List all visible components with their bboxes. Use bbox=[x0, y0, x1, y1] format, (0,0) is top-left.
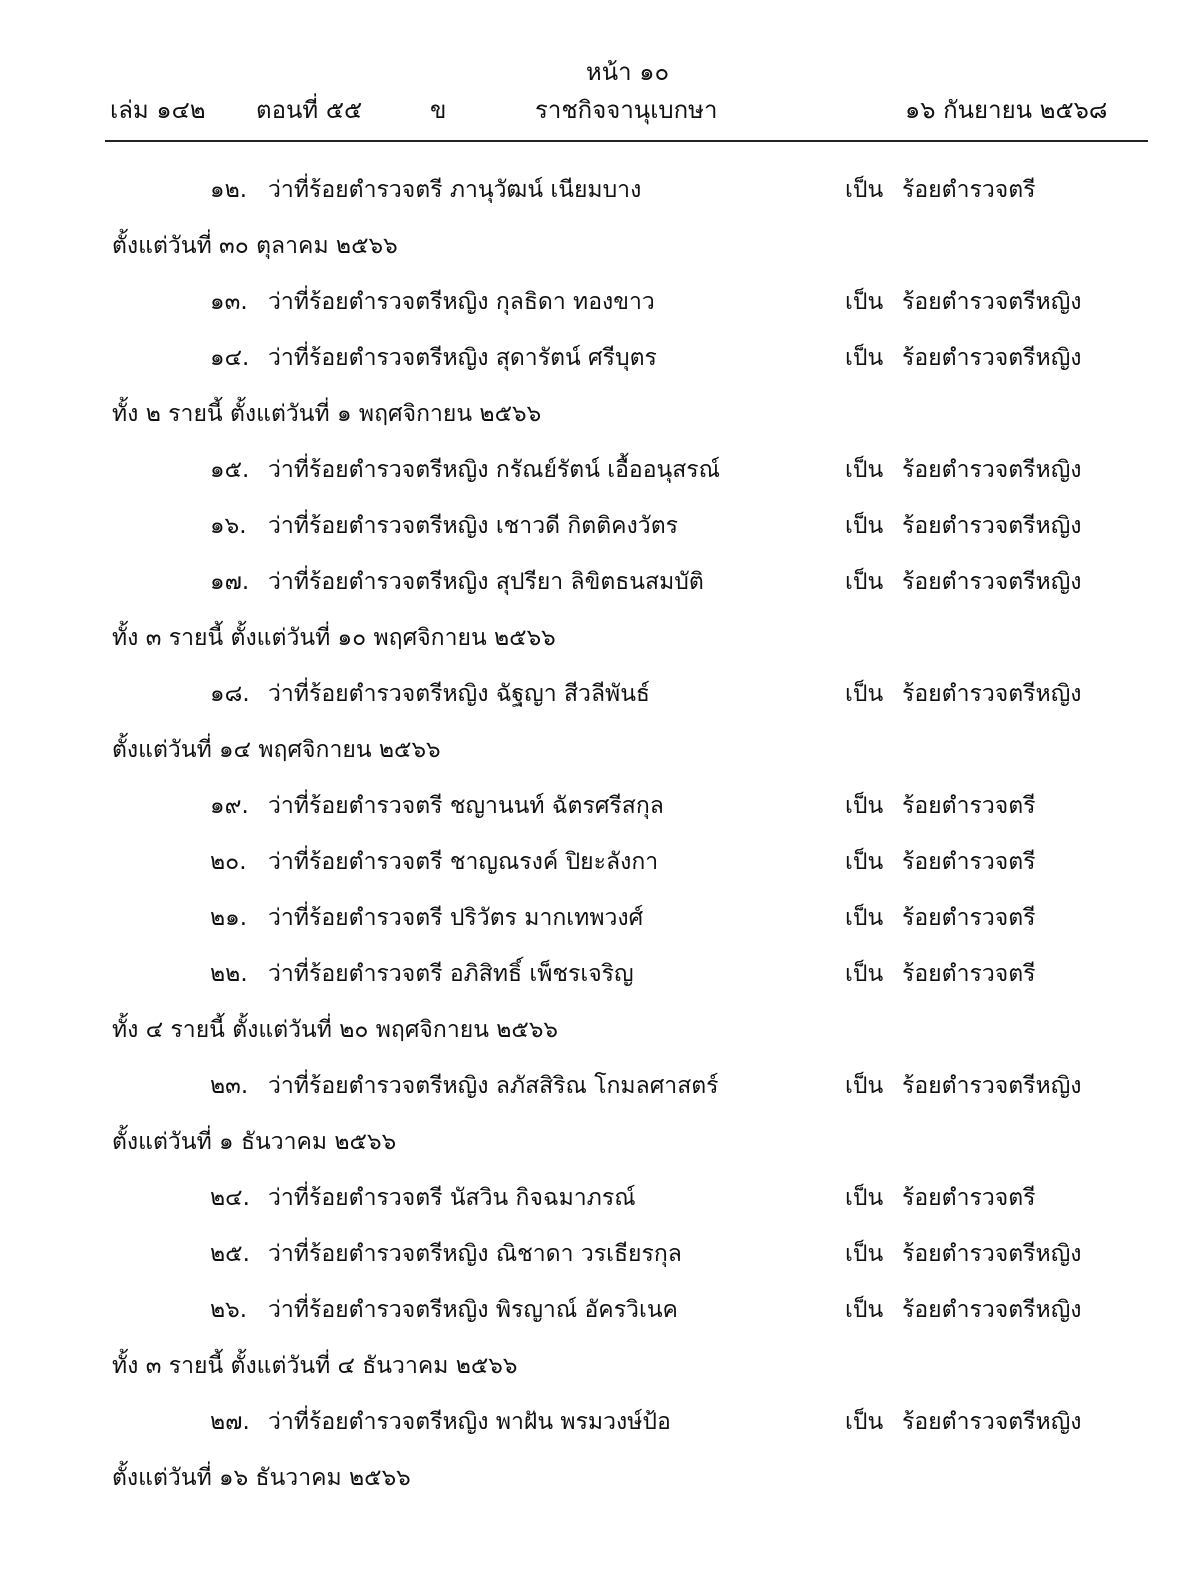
entry-name: ว่าที่ร้อยตำรวจตรี ภานุวัฒน์ เนียมบาง bbox=[268, 177, 642, 203]
entry-rank: ร้อยตำรวจตรีหญิง bbox=[902, 345, 1082, 371]
appointment-entry bbox=[0, 442, 1200, 498]
entry-as-label: เป็น bbox=[845, 849, 884, 875]
entry-number: ๒๗. bbox=[210, 1409, 250, 1435]
appointment-entry bbox=[0, 1170, 1200, 1226]
appointment-entry bbox=[0, 554, 1200, 610]
entry-number: ๑๕. bbox=[210, 457, 250, 483]
effective-date-text: ทั้ง ๓ รายนี้ ตั้งแต่วันที่ ๑๐ พฤศจิกายน ๒๕๖๖ bbox=[112, 625, 556, 651]
entry-as-label: เป็น bbox=[845, 1297, 884, 1323]
entry-rank: ร้อยตำรวจตรีหญิง bbox=[902, 1073, 1082, 1099]
entry-rank: ร้อยตำรวจตรีหญิง bbox=[902, 1241, 1082, 1267]
entry-name: ว่าที่ร้อยตำรวจตรี ชาญณรงค์ ปิยะลังกา bbox=[268, 849, 659, 875]
entry-number: ๑๘. bbox=[210, 681, 250, 707]
entry-name: ว่าที่ร้อยตำรวจตรีหญิง เชาวดี กิตติคงวัตร bbox=[268, 513, 678, 539]
entry-rank: ร้อยตำรวจตรี bbox=[902, 177, 1036, 203]
appointment-entry bbox=[0, 890, 1200, 946]
effective-date-text: ตั้งแต่วันที่ ๑ ธันวาคม ๒๕๖๖ bbox=[112, 1129, 397, 1155]
entry-number: ๒๖. bbox=[210, 1297, 248, 1323]
gazette-header bbox=[0, 94, 1200, 126]
entry-number: ๑๓. bbox=[210, 289, 248, 315]
entry-rank: ร้อยตำรวจตรี bbox=[902, 793, 1036, 819]
effective-date-note bbox=[0, 1450, 1200, 1506]
appointment-entry bbox=[0, 778, 1200, 834]
effective-date-text: ทั้ง ๒ รายนี้ ตั้งแต่วันที่ ๑ พฤศจิกายน ๒๕๖๖ bbox=[112, 401, 542, 427]
appointment-entry bbox=[0, 162, 1200, 218]
entry-as-label: เป็น bbox=[845, 457, 884, 483]
entry-name: ว่าที่ร้อยตำรวจตรีหญิง สุดารัตน์ ศรีบุตร bbox=[268, 345, 657, 371]
entry-rank: ร้อยตำรวจตรีหญิง bbox=[902, 289, 1082, 315]
effective-date-note bbox=[0, 1002, 1200, 1058]
entry-name: ว่าที่ร้อยตำรวจตรีหญิง ลภัสสิริณ โกมลศาสตร์ bbox=[268, 1073, 719, 1099]
appointment-entry bbox=[0, 946, 1200, 1002]
publication-date: ๑๖ กันยายน ๒๕๖๘ bbox=[905, 96, 1108, 124]
entry-rank: ร้อยตำรวจตรีหญิง bbox=[902, 1297, 1082, 1323]
entry-name: ว่าที่ร้อยตำรวจตรีหญิง กรัณย์รัตน์ เอื้ออนุสรณ์ bbox=[268, 457, 720, 483]
section-number: ตอนที่ ๕๕ bbox=[256, 96, 363, 124]
entry-as-label: เป็น bbox=[845, 177, 884, 203]
entry-number: ๒๓. bbox=[210, 1073, 249, 1099]
entry-as-label: เป็น bbox=[845, 1185, 884, 1211]
entry-name: ว่าที่ร้อยตำรวจตรีหญิง ฉัฐญา สีวลีพันธ์ bbox=[268, 681, 650, 707]
effective-date-note bbox=[0, 722, 1200, 778]
appointment-entry bbox=[0, 1282, 1200, 1338]
entry-name: ว่าที่ร้อยตำรวจตรี นัสวิน กิจฉมาภรณ์ bbox=[268, 1185, 636, 1211]
effective-date-text: ตั้งแต่วันที่ ๓๐ ตุลาคม ๒๕๖๖ bbox=[112, 233, 398, 259]
entry-number: ๑๗. bbox=[210, 569, 250, 595]
effective-date-note bbox=[0, 1338, 1200, 1394]
appointment-list bbox=[0, 162, 1200, 1506]
entry-name: ว่าที่ร้อยตำรวจตรีหญิง สุปรียา ลิขิตธนสมบัติ bbox=[268, 569, 704, 595]
appointment-entry bbox=[0, 1058, 1200, 1114]
entry-as-label: เป็น bbox=[845, 569, 884, 595]
effective-date-note bbox=[0, 218, 1200, 274]
page-number: หน้า ๑๐ bbox=[585, 58, 670, 86]
effective-date-text: ทั้ง ๔ รายนี้ ตั้งแต่วันที่ ๒๐ พฤศจิกายน ๒๕๖๖ bbox=[112, 1017, 559, 1043]
entry-as-label: เป็น bbox=[845, 289, 884, 315]
entry-rank: ร้อยตำรวจตรีหญิง bbox=[902, 569, 1082, 595]
appointment-entry bbox=[0, 834, 1200, 890]
effective-date-note bbox=[0, 1114, 1200, 1170]
entry-number: ๑๙. bbox=[210, 793, 249, 819]
appointment-entry bbox=[0, 330, 1200, 386]
entry-rank: ร้อยตำรวจตรี bbox=[902, 1185, 1036, 1211]
effective-date-note bbox=[0, 386, 1200, 442]
entry-number: ๒๑. bbox=[210, 905, 248, 931]
entry-rank: ร้อยตำรวจตรี bbox=[902, 849, 1036, 875]
entry-number: ๒๔. bbox=[210, 1185, 250, 1211]
appointment-entry bbox=[0, 1226, 1200, 1282]
entry-rank: ร้อยตำรวจตรี bbox=[902, 905, 1036, 931]
appointment-entry bbox=[0, 274, 1200, 330]
entry-number: ๒๐. bbox=[210, 849, 247, 875]
entry-as-label: เป็น bbox=[845, 1241, 884, 1267]
entry-rank: ร้อยตำรวจตรีหญิง bbox=[902, 457, 1082, 483]
entry-name: ว่าที่ร้อยตำรวจตรีหญิง พาฝัน พรมวงษ์ป้อ bbox=[268, 1409, 671, 1435]
entry-name: ว่าที่ร้อยตำรวจตรี อภิสิทธิ์ เพ็ชรเจริญ bbox=[268, 961, 634, 987]
volume-number: เล่ม ๑๔๒ bbox=[110, 96, 206, 124]
publication-title: ราชกิจจานุเบกษา bbox=[535, 96, 718, 124]
effective-date-note bbox=[0, 610, 1200, 666]
entry-as-label: เป็น bbox=[845, 681, 884, 707]
entry-as-label: เป็น bbox=[845, 1073, 884, 1099]
appointment-entry bbox=[0, 498, 1200, 554]
entry-rank: ร้อยตำรวจตรีหญิง bbox=[902, 513, 1082, 539]
entry-rank: ร้อยตำรวจตรี bbox=[902, 961, 1036, 987]
entry-as-label: เป็น bbox=[845, 793, 884, 819]
entry-name: ว่าที่ร้อยตำรวจตรี ชญานนท์ ฉัตรศรีสกุล bbox=[268, 793, 664, 819]
entry-as-label: เป็น bbox=[845, 961, 884, 987]
entry-number: ๑๒. bbox=[210, 177, 248, 203]
entry-as-label: เป็น bbox=[845, 513, 884, 539]
entry-as-label: เป็น bbox=[845, 345, 884, 371]
appointment-entry bbox=[0, 666, 1200, 722]
entry-name: ว่าที่ร้อยตำรวจตรีหญิง กุลธิดา ทองขาว bbox=[268, 289, 655, 315]
appointment-entry bbox=[0, 1394, 1200, 1450]
entry-rank: ร้อยตำรวจตรีหญิง bbox=[902, 1409, 1082, 1435]
entry-name: ว่าที่ร้อยตำรวจตรีหญิง พิรญาณ์ อัครวิเนค bbox=[268, 1297, 678, 1323]
entry-as-label: เป็น bbox=[845, 905, 884, 931]
entry-name: ว่าที่ร้อยตำรวจตรีหญิง ณิชาดา วรเธียรกุล bbox=[268, 1241, 682, 1267]
entry-number: ๒๕. bbox=[210, 1241, 250, 1267]
entry-number: ๑๔. bbox=[210, 345, 250, 371]
entry-name: ว่าที่ร้อยตำรวจตรี ปริวัตร มากเทพวงศ์ bbox=[268, 905, 644, 931]
effective-date-text: ตั้งแต่วันที่ ๑๔ พฤศจิกายน ๒๕๖๖ bbox=[112, 737, 441, 763]
entry-number: ๒๒. bbox=[210, 961, 248, 987]
section-part: ข bbox=[430, 96, 447, 124]
header-divider bbox=[105, 140, 1148, 142]
entry-rank: ร้อยตำรวจตรีหญิง bbox=[902, 681, 1082, 707]
entry-as-label: เป็น bbox=[845, 1409, 884, 1435]
effective-date-text: ตั้งแต่วันที่ ๑๖ ธันวาคม ๒๕๖๖ bbox=[112, 1465, 411, 1491]
entry-number: ๑๖. bbox=[210, 513, 247, 539]
effective-date-text: ทั้ง ๓ รายนี้ ตั้งแต่วันที่ ๔ ธันวาคม ๒๕๖๖ bbox=[112, 1353, 518, 1379]
